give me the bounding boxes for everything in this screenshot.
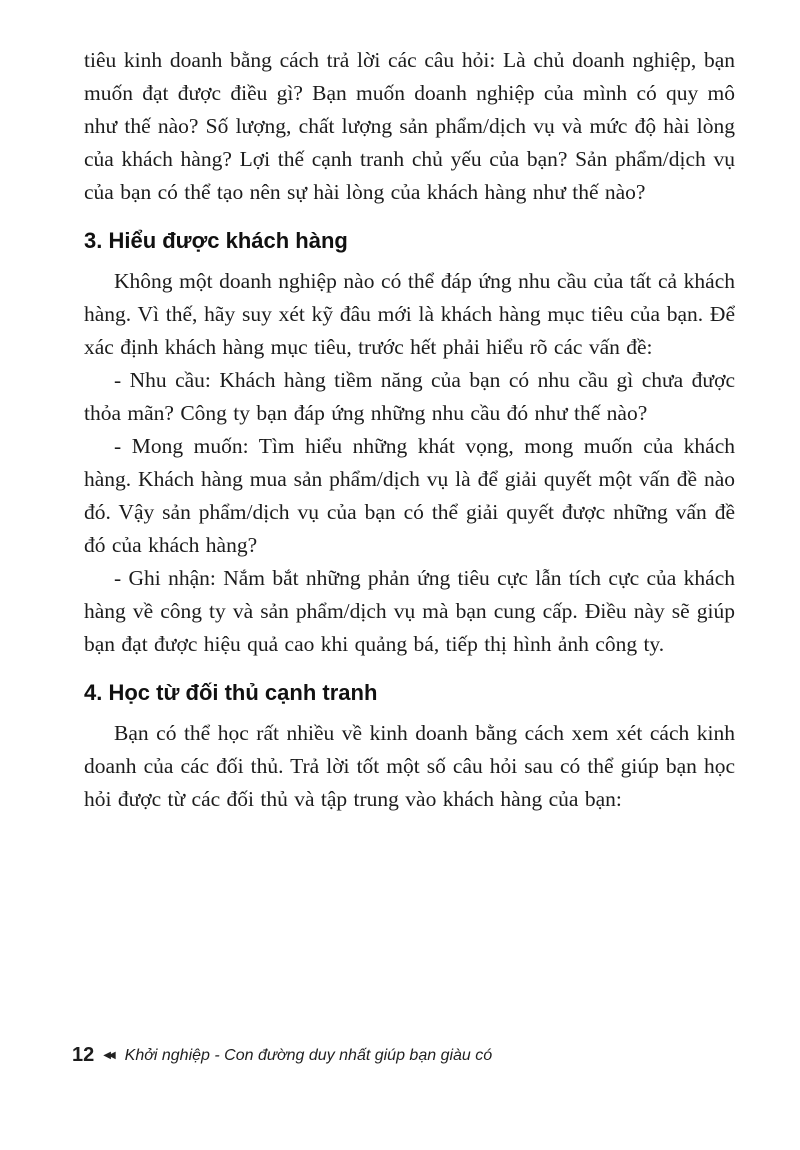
body-paragraph: - Mong muốn: Tìm hiểu những khát vọng, mong muốn của khách hàng. Khách hàng mua sản phẩm/dịch vụ là để giải quyết một vấn đề nào đó. Vậy sản phẩm/dịch vụ của bạn có thể giải quyết được những vấn đề đó của khách hàng? [84, 434, 735, 557]
page-content [84, 44, 735, 816]
body-paragraph: tiêu kinh doanh bằng cách trả lời các câu hỏi: Là chủ doanh nghiệp, bạn muốn đạt được điều gì? Bạn muốn doanh nghiệp của mình có quy mô như thế nào? Số lượng, chất lượng sản phẩm/dịch vụ và mức độ hài lòng của khách hàng? Lợi thế cạnh tranh chủ yếu của bạn? Sản phẩm/dịch vụ của bạn có thể tạo nên sự hài lòng của khách hàng như thế nào? [84, 48, 735, 204]
page-number: 12 [72, 1044, 95, 1066]
section-heading: 4. Học từ đối thủ cạnh tranh [84, 680, 378, 705]
body-paragraph: Không một doanh nghiệp nào có thể đáp ứng nhu cầu của tất cả khách hàng. Vì thế, hãy suy xét kỹ đâu mới là khách hàng mục tiêu của bạn. Để xác định khách hàng mục tiêu, trước hết phải hiểu rõ các vấn đề: [84, 269, 735, 359]
footer-book-title: Khởi nghiệp - Con đường duy nhất giúp bạn giàu có [124, 1046, 493, 1064]
double-left-triangle-icon: ◀◀ [103, 1050, 113, 1061]
body-paragraph: - Ghi nhận: Nắm bắt những phản ứng tiêu cực lẫn tích cực của khách hàng về công ty và sản phẩm/dịch vụ mà bạn cung cấp. Điều này sẽ giúp bạn đạt được hiệu quả cao khi quảng bá, tiếp thị hình ảnh công ty. [84, 566, 735, 656]
body-paragraph: - Nhu cầu: Khách hàng tiềm năng của bạn có nhu cầu gì chưa được thỏa mãn? Công ty bạn đáp ứng những nhu cầu đó như thế nào? [84, 368, 735, 425]
page-footer [72, 1044, 492, 1067]
section-heading: 3. Hiểu được khách hàng [84, 228, 348, 253]
body-paragraph: Bạn có thể học rất nhiều về kinh doanh bằng cách xem xét cách kinh doanh của các đối thủ. Trả lời tốt một số câu hỏi sau có thể giúp bạn học hỏi được từ các đối thủ và tập trung vào khách hàng của bạn: [84, 721, 735, 811]
